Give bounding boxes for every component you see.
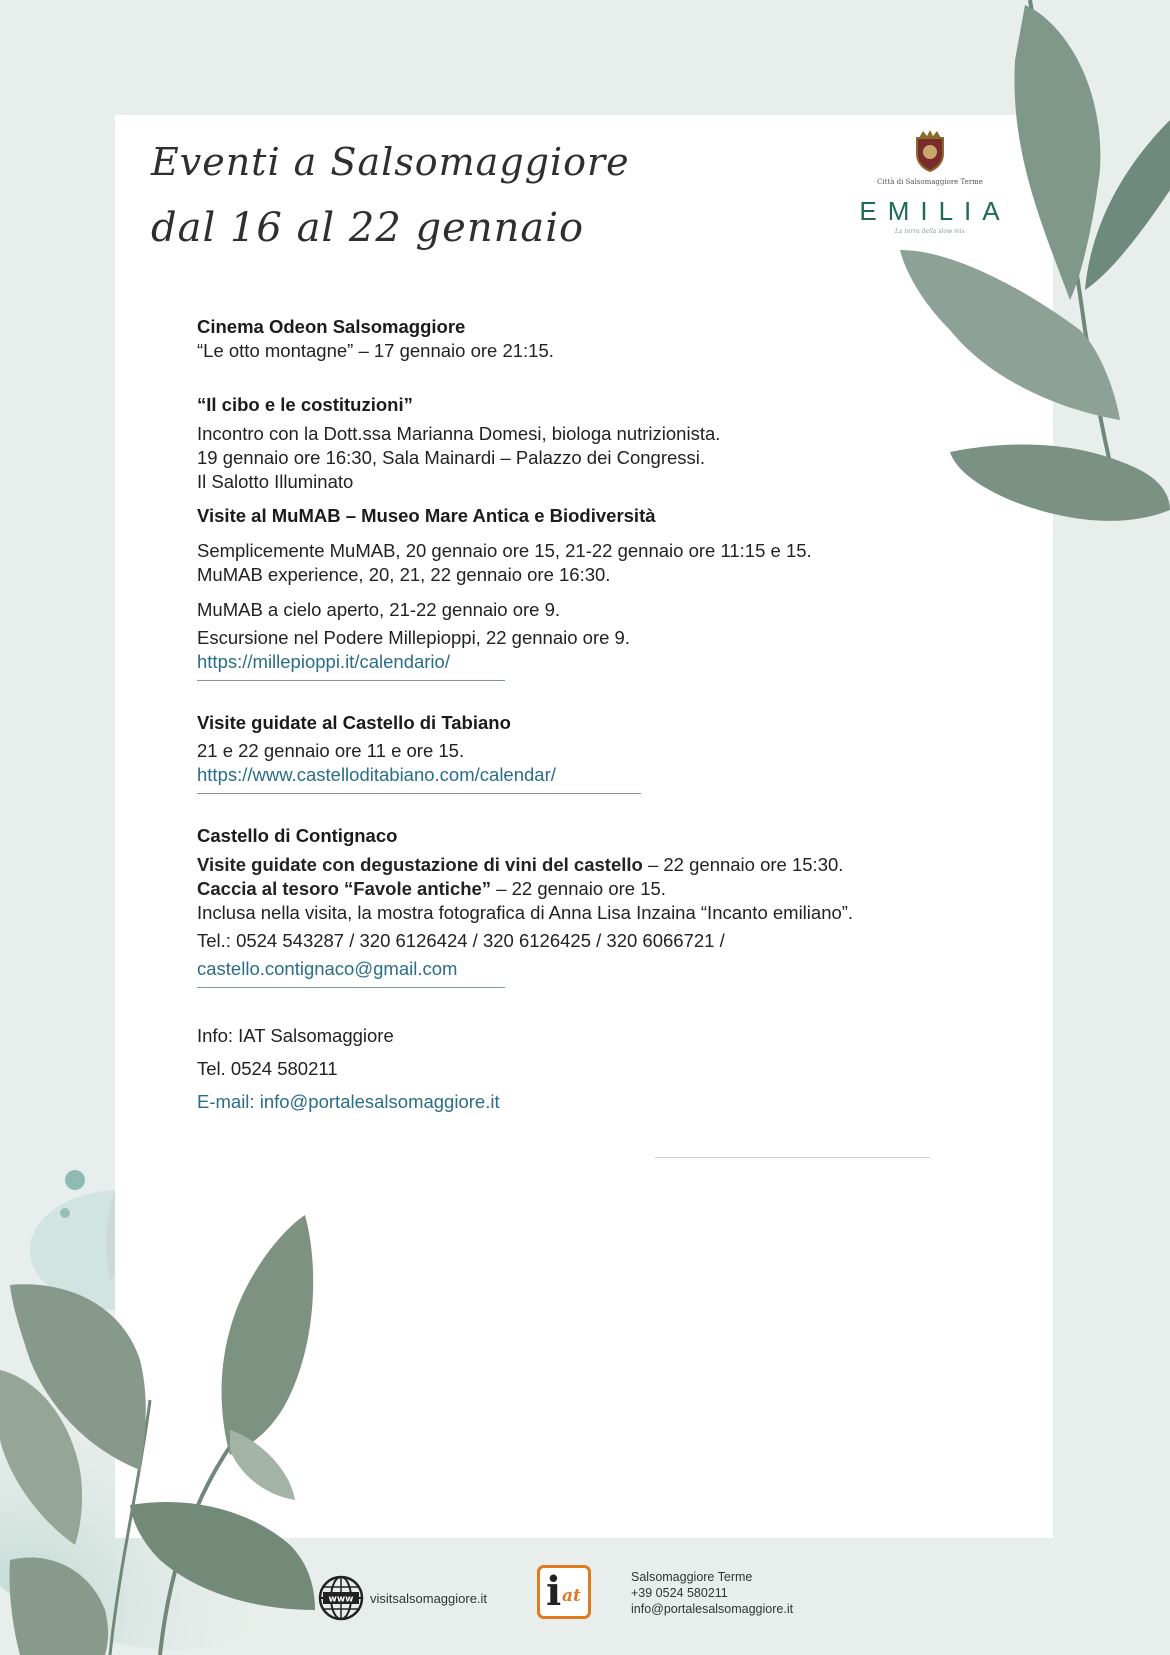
- globe-www-icon: [318, 1575, 364, 1621]
- event-line: Incontro con la Dott.ssa Marianna Domesi, biologa nutrizionista.: [197, 423, 721, 444]
- event-line: Inclusa nella visita, la mostra fotografica di Anna Lisa Inzaina “Incanto emiliano”.: [197, 902, 854, 923]
- event-line-bold: Visite guidate con degustazione di vini del castello: [197, 854, 643, 875]
- event-title-mumab: Visite al MuMAB – Museo Mare Antica e Biodiversità: [197, 505, 656, 526]
- event-line: Semplicemente MuMAB, 20 gennaio ore 15, 21-22 gennaio ore 11:15 e 15.: [197, 540, 812, 561]
- info-phone: Tel. 0524 580211: [197, 1058, 338, 1079]
- event-title-tabiano: Visite guidate al Castello di Tabiano: [197, 712, 511, 733]
- event-line: “Le otto montagne” – 17 gennaio ore 21:15.: [197, 340, 554, 361]
- contignaco-email-link[interactable]: castello.contignaco@gmail.com: [197, 957, 505, 988]
- millepioppi-link[interactable]: https://millepioppi.it/calendario/: [197, 650, 505, 681]
- event-line: 19 gennaio ore 16:30, Sala Mainardi – Palazzo dei Congressi.: [197, 447, 706, 468]
- coat-of-arms-icon: [913, 130, 947, 172]
- event-line: 21 e 22 gennaio ore 11 e ore 15.: [197, 740, 465, 761]
- event-title-cibo: “Il cibo e le costituzioni”: [197, 394, 413, 415]
- emilia-brand: EMILIA: [859, 196, 1011, 226]
- info-email-label: E-mail:: [197, 1091, 260, 1112]
- event-line: – 22 gennaio ore 15.: [491, 878, 666, 899]
- event-phone: Tel.: 0524 543287 / 320 6126424 / 320 6126425 / 320 6066721 /: [197, 930, 725, 951]
- iat-letters-at: at: [562, 1586, 581, 1606]
- page-title-line2: dal 16 al 22 gennaio: [151, 205, 585, 251]
- info-email-link[interactable]: info@portalesalsomaggiore.it: [259, 1091, 500, 1112]
- event-line: MuMAB a cielo aperto, 21-22 gennaio ore 9.: [197, 599, 561, 620]
- emilia-tagline: La terra della slow mix: [894, 228, 965, 235]
- footer-website[interactable]: [318, 1575, 487, 1621]
- divider: [655, 1157, 930, 1158]
- footer-city: Salsomaggiore Terme: [631, 1570, 753, 1584]
- iat-info-point-icon: [537, 1565, 591, 1619]
- city-label: Città di Salsomaggiore Terme: [877, 178, 983, 186]
- footer-email[interactable]: info@portalesalsomaggiore.it: [631, 1602, 794, 1616]
- footer-address: [631, 1569, 793, 1617]
- event-line: – 22 gennaio ore 15:30.: [642, 854, 844, 875]
- event-title-contignaco: Castello di Contignaco: [197, 825, 398, 846]
- event-line: Escursione nel Podere Millepioppi, 22 gennaio ore 9.: [197, 627, 630, 648]
- info-label: Info: IAT Salsomaggiore: [197, 1025, 394, 1046]
- event-title-cinema: Cinema Odeon Salsomaggiore: [197, 316, 466, 337]
- website-label: visitsalsomaggiore.it: [370, 1590, 488, 1606]
- event-line-bold: Caccia al tesoro “Favole antiche”: [197, 878, 492, 899]
- events-list: [197, 315, 1017, 1114]
- emilia-logo: [840, 130, 1020, 235]
- tabiano-link[interactable]: https://www.castelloditabiano.com/calendar/: [197, 763, 641, 794]
- svg-text:www: www: [328, 1594, 354, 1605]
- footer-phone: +39 0524 580211: [631, 1586, 728, 1600]
- iat-letter-i: i: [546, 1568, 562, 1615]
- page-title-line1: Eventi a Salsomaggiore: [151, 140, 630, 184]
- event-line: MuMAB experience, 20, 21, 22 gennaio ore 16:30.: [197, 564, 611, 585]
- event-line: Il Salotto Illuminato: [197, 471, 354, 492]
